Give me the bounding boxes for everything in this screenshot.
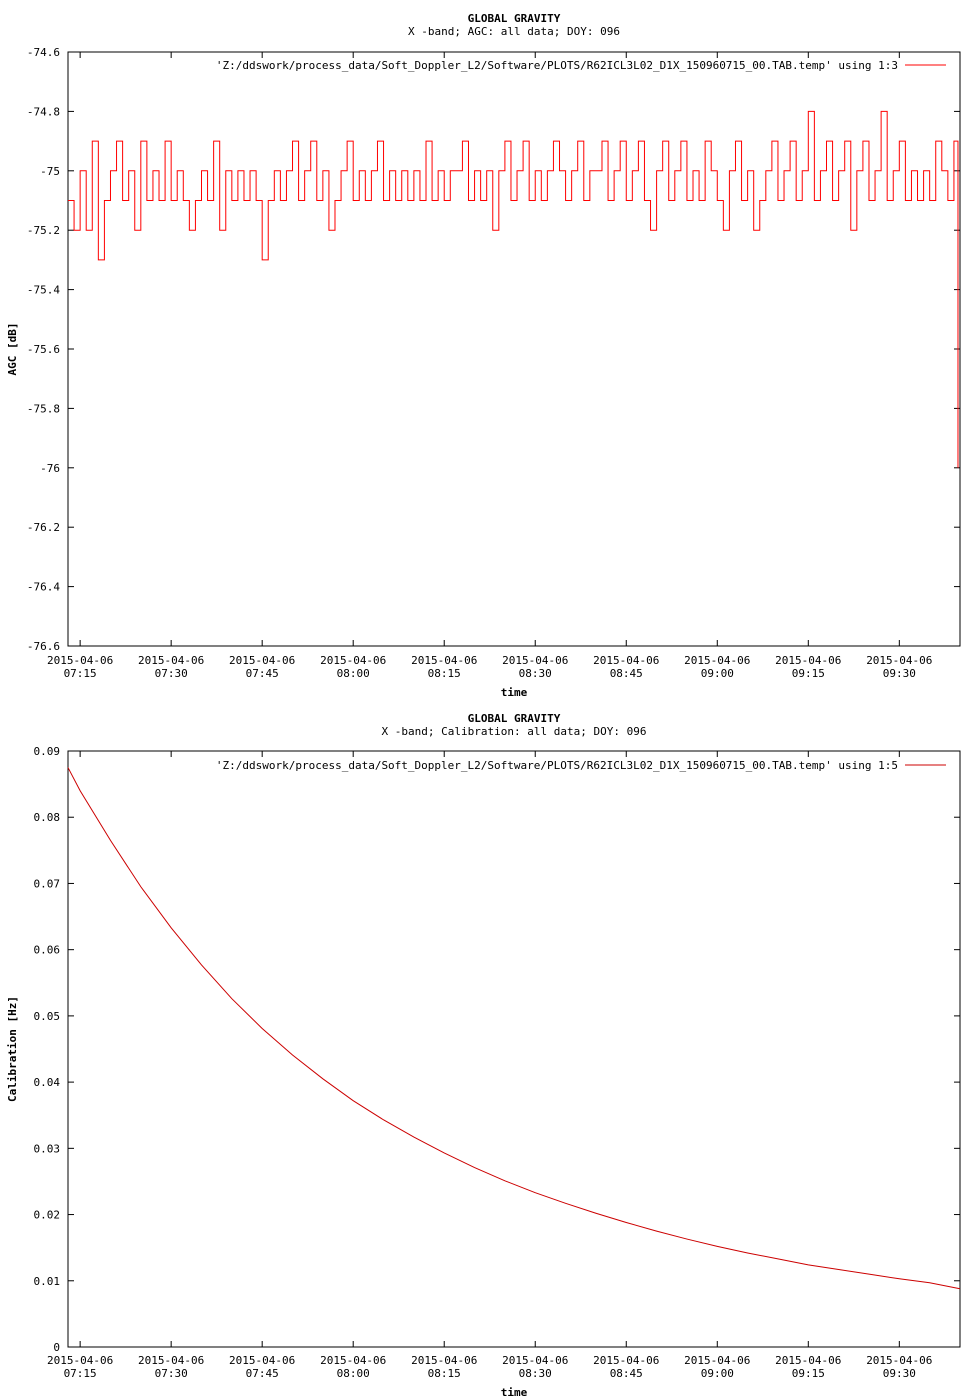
y-tick-label: 0.03 (33, 1142, 60, 1156)
y-axis-label: Calibration [Hz] (6, 996, 19, 1102)
y-tick-label: 0.06 (33, 943, 60, 957)
x-tick-label-date: 2015-04-06 (775, 1354, 842, 1367)
y-tick-label: -74.8 (26, 105, 60, 119)
y-tick-label: -75 (40, 164, 60, 178)
y-tick-label: 0 (53, 1341, 60, 1354)
y-tick-label: -75.2 (26, 224, 60, 238)
x-tick-label-date: 2015-04-06 (411, 1354, 478, 1367)
x-tick-label-time: 09:00 (700, 667, 734, 680)
x-tick-label-date: 2015-04-06 (320, 1354, 387, 1367)
y-tick-label: 0.07 (33, 877, 60, 891)
x-tick-label-time: 08:45 (609, 667, 643, 680)
x-tick-label-date: 2015-04-06 (320, 654, 387, 667)
series-line-1 (68, 768, 960, 1289)
y-tick-label: 0.08 (33, 811, 60, 825)
x-tick-label-time: 08:30 (518, 667, 552, 680)
x-tick-label-time: 07:15 (63, 1367, 97, 1380)
chart-title: GLOBAL GRAVITY (467, 712, 561, 725)
x-tick-label-date: 2015-04-06 (593, 1354, 660, 1367)
y-tick-label: -76.4 (26, 580, 60, 594)
y-tick-label: -76.2 (26, 521, 60, 535)
plot-area-border (68, 751, 960, 1347)
calibration-chart (0, 700, 980, 1400)
x-tick-label-date: 2015-04-06 (47, 1354, 114, 1367)
x-tick-label-date: 2015-04-06 (593, 654, 660, 667)
series-line-1 (68, 111, 958, 467)
x-tick-label-time: 07:45 (245, 1367, 279, 1380)
y-tick-label: 0.04 (33, 1076, 60, 1090)
legend-entry-label: 'Z:/ddswork/process_data/Soft_Doppler_L2/Software/PLOTS/R62ICL3L02_D1X_150960715_00.TAB.temp' using 1:5 (215, 759, 898, 772)
x-tick-label-date: 2015-04-06 (866, 1354, 933, 1367)
y-tick-label: -76.6 (26, 640, 60, 653)
x-tick-label-date: 2015-04-06 (502, 1354, 569, 1367)
chart-subtitle: X -band; AGC: all data; DOY: 096 (408, 25, 620, 38)
y-tick-label: -75.8 (26, 402, 60, 416)
x-tick-label-time: 08:00 (336, 667, 370, 680)
x-tick-label-date: 2015-04-06 (411, 654, 478, 667)
x-tick-label-time: 07:30 (154, 1367, 188, 1380)
x-tick-label-date: 2015-04-06 (229, 1354, 296, 1367)
x-axis-label: time (500, 1386, 528, 1399)
x-tick-label-time: 07:30 (154, 667, 188, 680)
x-tick-label-time: 08:45 (609, 1367, 643, 1380)
x-tick-label-time: 07:15 (63, 667, 97, 680)
y-tick-label: -75.4 (26, 283, 60, 297)
x-tick-label-date: 2015-04-06 (502, 654, 569, 667)
legend-entry-label: 'Z:/ddswork/process_data/Soft_Doppler_L2/Software/PLOTS/R62ICL3L02_D1X_150960715_00.TAB.temp' using 1:3 (215, 59, 898, 72)
x-tick-label-time: 09:15 (791, 1367, 825, 1380)
x-tick-label-date: 2015-04-06 (684, 1354, 751, 1367)
y-tick-label: -74.6 (26, 46, 60, 59)
y-tick-label: 0.01 (33, 1274, 60, 1288)
x-tick-label-date: 2015-04-06 (138, 654, 205, 667)
y-tick-label: 0.05 (33, 1009, 60, 1023)
x-tick-label-time: 09:30 (882, 1367, 916, 1380)
y-tick-label: -76 (40, 461, 60, 475)
x-tick-label-time: 08:00 (336, 1367, 370, 1380)
x-tick-label-time: 07:45 (245, 667, 279, 680)
x-tick-label-date: 2015-04-06 (47, 654, 114, 667)
calibration-chart-panel (0, 700, 980, 1400)
x-tick-label-date: 2015-04-06 (138, 1354, 205, 1367)
y-tick-label: 0.09 (33, 745, 60, 758)
chart-title: GLOBAL GRAVITY (467, 12, 561, 25)
chart-subtitle: X -band; Calibration: all data; DOY: 096 (381, 725, 647, 738)
x-tick-label-date: 2015-04-06 (684, 654, 751, 667)
x-tick-label-time: 08:30 (518, 1367, 552, 1380)
y-tick-label: -75.6 (26, 343, 60, 356)
x-tick-label-date: 2015-04-06 (229, 654, 296, 667)
y-axis-label: AGC [dB] (6, 322, 19, 376)
x-tick-label-date: 2015-04-06 (866, 654, 933, 667)
x-tick-label-time: 09:30 (882, 667, 916, 680)
x-axis-label: time (500, 686, 528, 699)
x-tick-label-time: 08:15 (427, 667, 461, 680)
x-tick-label-time: 08:15 (427, 1367, 461, 1380)
y-tick-label: 0.02 (33, 1208, 60, 1222)
x-tick-label-time: 09:00 (700, 1367, 734, 1380)
x-tick-label-time: 09:15 (791, 667, 825, 680)
x-tick-label-date: 2015-04-06 (775, 654, 842, 667)
